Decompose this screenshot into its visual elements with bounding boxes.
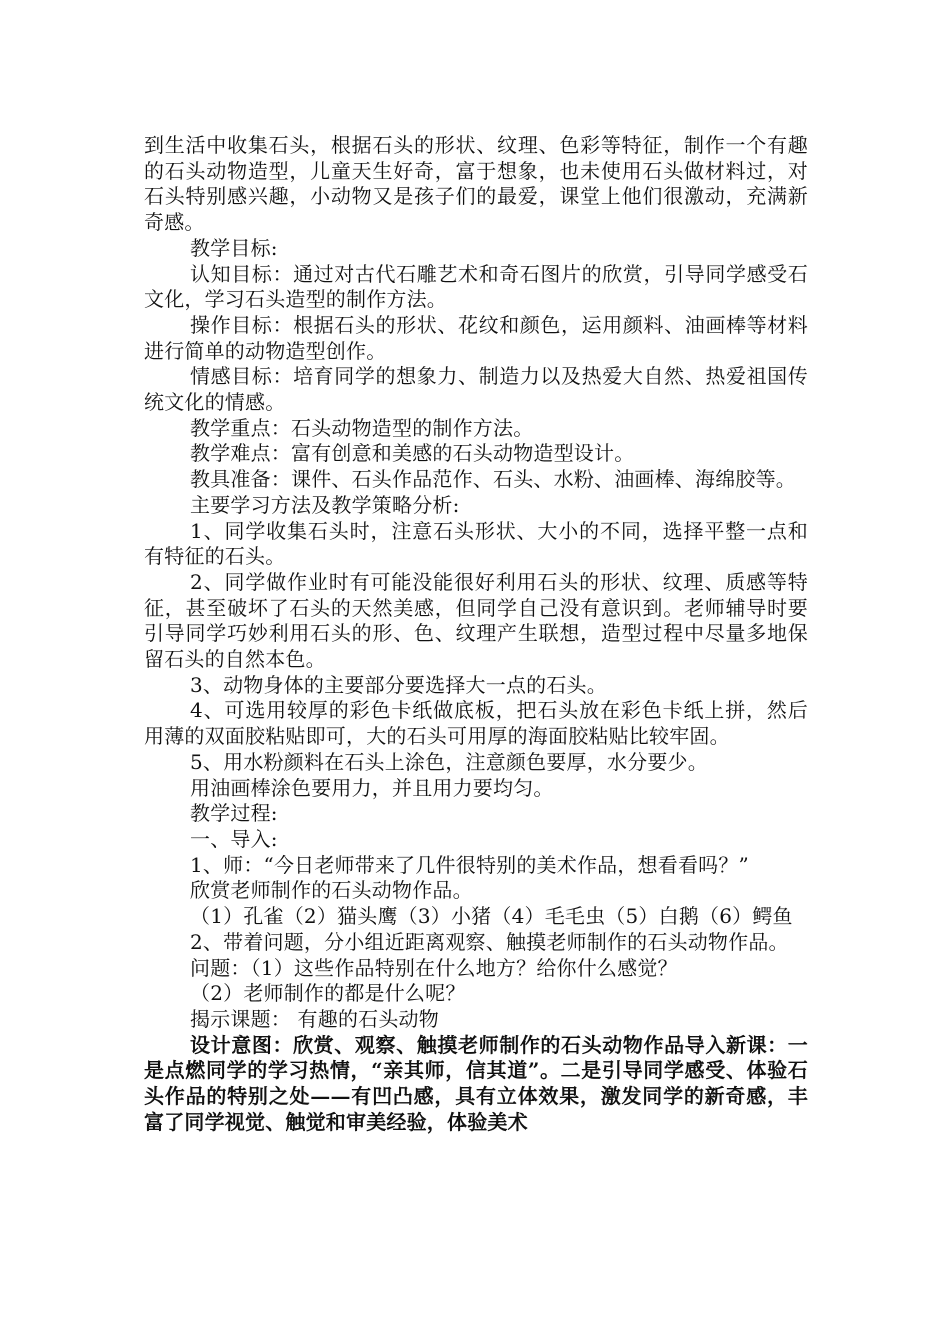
operational-goal: 操作目标：根据石头的形状、花纹和颜色，运用颜料、油画棒等材料进行简单的动物造型创作。 <box>144 312 808 363</box>
process-heading: 教学过程: <box>190 801 278 826</box>
teaching-difficulty: 教学难点：富有创意和美感的石头动物造型设计。 <box>190 441 635 466</box>
emotional-goal: 情感目标：培育同学的想象力、制造力以及热爱大自然、热爱祖国传统文化的情感。 <box>144 364 808 415</box>
observe-step: 2、带着问题，分小组近距离观察、触摸老师制作的石头动物作品。 <box>190 929 789 954</box>
appreciate-line: 欣赏老师制作的石头动物作品。 <box>190 878 473 903</box>
teaching-focus: 教学重点：石头动物造型的制作方法。 <box>190 415 534 440</box>
design-intent: 设计意图：欣赏、观察、触摸老师制作的石头动物作品导入新课：一是点燃同学的学习热情，“亲其师，信其道”。二是引导同学感受、体验石头作品的特别之处——有凹凸感，具有立体效果，激发同学的新奇感，丰富了同学视觉、触觉和审美经验，体验美术 <box>144 1032 808 1134</box>
method-item-5-cont: 用油画棒涂色要用力，并且用力要均匀。 <box>190 775 554 800</box>
question-1: 问题：（1）这些作品特别在什么地方？给你什么感觉？ <box>190 955 678 980</box>
teaching-materials: 教具准备：课件、石头作品范作、石头、水粉、油画棒、海绵胶等。 <box>190 467 796 492</box>
method-item-2: 2、同学做作业时有可能没能很好利用石头的形状、纹理、质感等特征，甚至破坏了石头的天然美感，但同学自己没有意识到。老师辅导时要引导同学巧妙利用石头的形、色、纹理产生联想，造型过程中尽量多地保留石头的自然本色。 <box>144 569 808 672</box>
document-body <box>144 133 808 1135</box>
reveal-topic: 揭示课题： 有趣的石头动物 <box>190 1006 439 1031</box>
artwork-list: （1）孔雀（2）猫头鹰（3）小猪（4）毛毛虫（5）白鹅（6）鳄鱼 <box>190 904 793 929</box>
cognitive-goal: 认知目标：通过对古代石雕艺术和奇石图片的欣赏，引导同学感受石文化，学习石头造型的制作方法。 <box>144 261 808 312</box>
question-2: （2）老师制作的都是什么呢？ <box>190 981 466 1006</box>
method-item-5: 5、用水粉颜料在石头上涂色，注意颜色要厚，水分要少。 <box>190 749 708 774</box>
intro-paragraph: 到生活中收集石头，根据石头的形状、纹理、色彩等特征，制作一个有趣的石头动物造型，儿童天生好奇，富于想象，也未使用石头做材料过，对石头特别感兴趣，小动物又是孩子们的最爱，课堂上他们很激动，充满新奇感。 <box>144 133 808 235</box>
method-item-1: 1、同学收集石头时，注意石头形状、大小的不同，选择平整一点和有特征的石头。 <box>144 518 808 569</box>
teaching-goals-heading: 教学目标: <box>190 235 278 260</box>
method-item-3: 3、动物身体的主要部分要选择大一点的石头。 <box>190 672 607 697</box>
method-item-4: 4、可选用较厚的彩色卡纸做底板，把石头放在彩色卡纸上拼，然后用薄的双面胶粘贴即可，大的石头可用厚的海面胶粘贴比较牢固。 <box>144 698 808 749</box>
methods-heading: 主要学习方法及教学策略分析: <box>190 492 460 517</box>
teacher-quote: 1、师：“今日老师带来了几件很特别的美术作品，想看看吗？” <box>190 852 749 877</box>
intro-section-heading: 一、导入: <box>190 826 278 851</box>
